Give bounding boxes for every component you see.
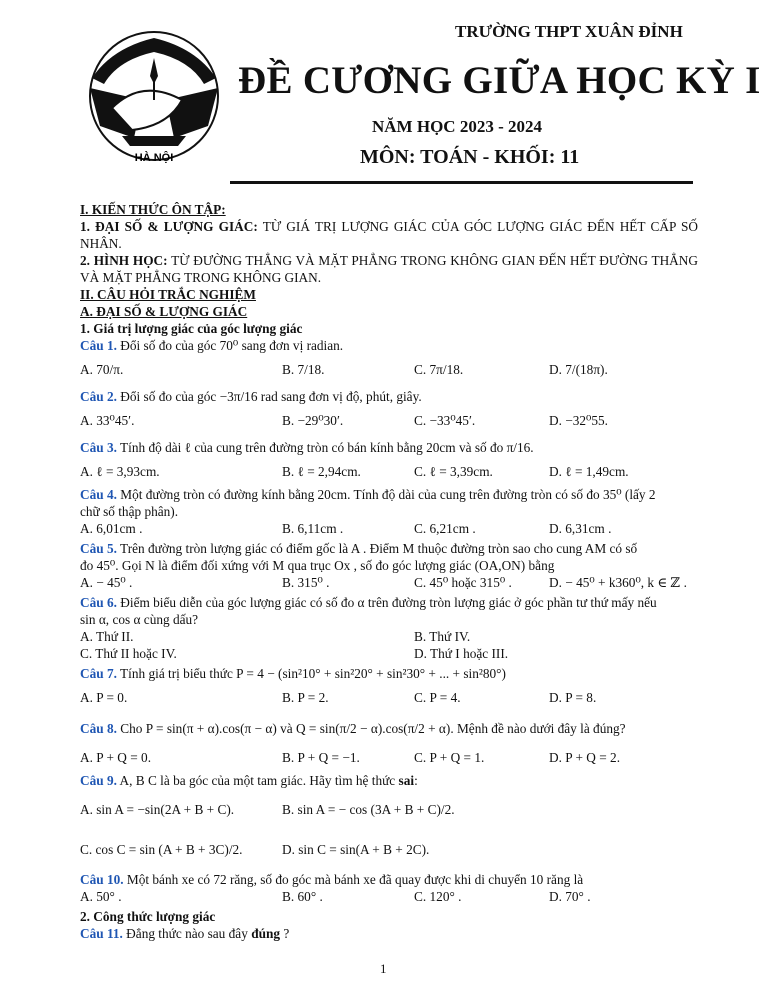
answers-5	[80, 574, 698, 594]
review-item-algebra: 1. ĐẠI SỐ & LƯỢNG GIÁC: TỪ GIÁ TRỊ LƯỢNG GIÁC CỦA GÓC LƯỢNG GIÁC ĐẾN HẾT CẤP SỐ NHÂN.	[80, 219, 698, 251]
answers-9-row1	[80, 789, 698, 829]
answer-c: C. P + Q = 1.	[414, 750, 485, 765]
answers-8	[80, 742, 698, 772]
answer-d: D. − 45⁰ + k360⁰, k ∈ ℤ .	[549, 575, 687, 590]
answer-c: C. 6,21cm .	[414, 521, 476, 536]
section-review-title: I. KIẾN THỨC ÔN TẬP:	[80, 202, 226, 217]
answer-c: C. 45⁰ hoặc 315⁰ .	[414, 575, 512, 590]
question-10: Câu 10. Một bánh xe có 72 răng, số đo góc mà bánh xe đã quay được khi di chuyển 10 răng là	[80, 872, 584, 887]
header-divider	[230, 181, 693, 184]
question-4-cont: chữ số thập phân).	[80, 504, 179, 519]
answer-b: B. 7/18.	[282, 362, 325, 377]
answer-c: C. P = 4.	[414, 690, 461, 705]
answers-7	[80, 682, 698, 712]
answers-2	[80, 405, 698, 435]
section-algebra-title: A. ĐẠI SỐ & LƯỢNG GIÁC	[80, 304, 248, 319]
subsection-title: 1. Giá trị lượng giác của góc lượng giác	[80, 321, 303, 336]
question-2: Câu 2. Đổi số đo của góc −3π/16 rad sang đơn vị độ, phút, giây.	[80, 389, 422, 404]
answer-a: A. sin A = −sin(2A + B + C).	[80, 802, 235, 817]
answer-a: A. 50° .	[80, 889, 122, 904]
answer-b: B. ℓ = 2,94cm.	[282, 464, 361, 479]
school-name: TRƯỜNG THPT XUÂN ĐỈNH	[455, 22, 683, 41]
question-11: Câu 11. Đẳng thức nào sau đây đúng ?	[80, 926, 290, 941]
answer-a: A. P + Q = 0.	[80, 750, 152, 765]
school-logo	[72, 18, 236, 176]
answer-a: A. P = 0.	[80, 690, 128, 705]
answer-b: B. 60° .	[282, 889, 323, 904]
answer-a: A. 70/π.	[80, 362, 124, 377]
answer-c: C. 120° .	[414, 889, 462, 904]
answers-4	[80, 520, 698, 540]
question-1: Câu 1. Đổi số đo của góc 70⁰ sang đơn vị radian.	[80, 338, 344, 353]
answers-10	[80, 888, 698, 908]
answer-b: B. 6,11cm .	[282, 521, 344, 536]
answer-d: D. 7/(18π).	[549, 362, 608, 377]
answer-d: D. P = 8.	[549, 690, 597, 705]
answer-a: A. ℓ = 3,93cm.	[80, 464, 160, 479]
question-6: Câu 6. Điểm biểu diễn của góc lượng giác có số đo α trên đường tròn lượng giác ở góc phần tư thứ mấy nếu	[80, 595, 657, 610]
answers-9-row2	[80, 829, 698, 869]
answer-c: C. −33⁰45′.	[414, 413, 476, 428]
document-title: ĐỀ CƯƠNG GIỮA HỌC KỲ I	[238, 59, 761, 102]
answers-1	[80, 354, 698, 384]
answer-a: A. 6,01cm .	[80, 521, 143, 536]
school-year: NĂM HỌC 2023 - 2024	[372, 117, 542, 136]
question-7: Câu 7. Tính giá trị biểu thức P = 4 − (sin²10° + sin²20° + sin²30° + ... + sin²80°)	[80, 666, 506, 681]
answer-d: D. P + Q = 2.	[549, 750, 621, 765]
question-8: Câu 8. Cho P = sin(π + α).cos(π − α) và Q = sin(π/2 − α).cos(π/2 + α). Mệnh đề nào dưới đây là đúng?	[80, 721, 626, 736]
subsection-title-2: 2. Công thức lượng giác	[80, 909, 216, 924]
answer-b: B. −29⁰30′.	[282, 413, 344, 428]
answer-b: B. Thứ IV.	[414, 629, 471, 644]
answer-d: D. sin C = sin(A + B + 2C).	[282, 842, 430, 857]
question-4: Câu 4. Một đường tròn có đường kính bằng 20cm. Tính độ dài của cung trên đường tròn có số đo 35⁰ (lấy 2	[80, 487, 656, 502]
answer-d: D. 6,31cm .	[549, 521, 612, 536]
document-body	[80, 201, 698, 942]
answer-d: D. Thứ I hoặc III.	[414, 646, 509, 661]
answer-d: D. 70° .	[549, 889, 591, 904]
answer-a: A. 33⁰45′.	[80, 413, 135, 428]
question-5-cont: đo 45⁰. Gọi N là điểm đối xứng với M qua trục Ox , số đo góc lượng giác (OA,ON) bằng	[80, 558, 555, 573]
answer-c: C. Thứ II hoặc IV.	[80, 646, 177, 661]
answer-c: C. cos C = sin (A + B + 3C)/2.	[80, 842, 243, 857]
review-item-geometry: 2. HÌNH HỌC: TỪ ĐƯỜNG THẲNG VÀ MẶT PHẲNG TRONG KHÔNG GIAN ĐẾN HẾT ĐƯỜNG THẲNG VÀ MẶT PHẲNG TRONG KHÔNG GIAN.	[80, 253, 698, 285]
answer-c: C. ℓ = 3,39cm.	[414, 464, 493, 479]
question-6-cont: sin α, cos α cùng dấu?	[80, 612, 199, 627]
answer-a: A. − 45⁰ .	[80, 575, 133, 590]
page-number: 1	[380, 961, 387, 976]
answer-b: B. 315⁰ .	[282, 575, 330, 590]
answers-3	[80, 456, 698, 486]
answers-6-row2	[80, 645, 698, 665]
question-9: Câu 9. A, B C là ba góc của một tam giác. Hãy tìm hệ thức sai:	[80, 773, 418, 788]
answer-b: B. P = 2.	[282, 690, 329, 705]
answer-b: B. P + Q = −1.	[282, 750, 360, 765]
section-mcq-title: II. CÂU HỎI TRẮC NGHIỆM	[80, 287, 256, 302]
answer-a: A. Thứ II.	[80, 629, 134, 644]
question-5: Câu 5. Trên đường tròn lượng giác có điểm gốc là A . Điểm M thuộc đường tròn sao cho cung AM có số	[80, 541, 638, 556]
answer-b: B. sin A = − cos (3A + B + C)/2.	[282, 802, 455, 817]
answer-d: D. −32⁰55.	[549, 413, 608, 428]
answer-d: D. ℓ = 1,49cm.	[549, 464, 629, 479]
svg-text:HÀ NỘI: HÀ NỘI	[134, 152, 174, 164]
subject-grade: MÔN: TOÁN - KHỐI: 11	[360, 146, 580, 168]
question-3: Câu 3. Tính độ dài ℓ của cung trên đường tròn có bán kính bằng 20cm và số đo π/16.	[80, 440, 534, 455]
answer-c: C. 7π/18.	[414, 362, 464, 377]
